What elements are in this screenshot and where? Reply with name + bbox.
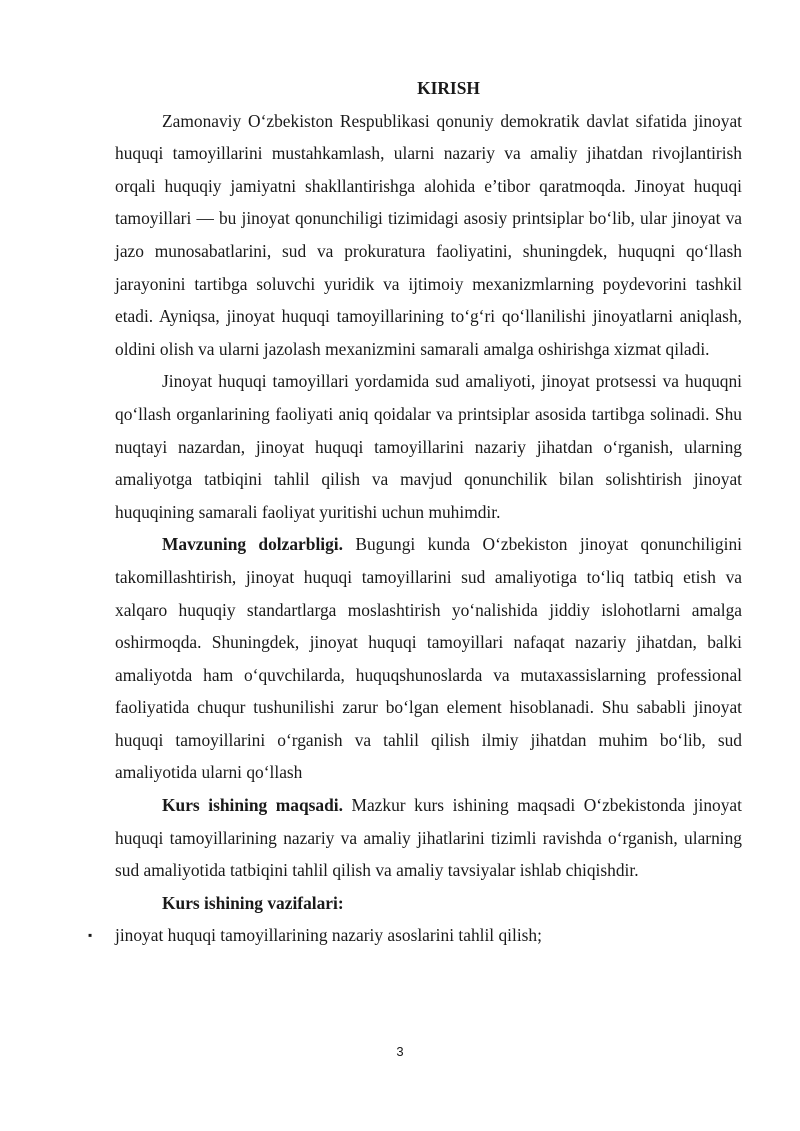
intro-paragraph-1: Zamonaviy O‘zbekiston Respublikasi qonuniy demokratik davlat sifatida jinoyat huquqi tamoyillarini mustahkamlash, ularni nazariy va amaliy jihatdan rivojlantirish orqali huquqiy jamiyatni shakllantirishga alohida e’tibor qaratmoqda. Jinoyat huquqi tamoyillari — bu jinoyat qonunchiligi tizimidagi asosiy printsiplar bo‘lib, ular jinoyat va jazo munosabatlarini, sud va prokuratura faoliyatini, shuningdek, huquqni qo‘llash jarayonini tartibga soluvchi yuridik va ijtimoiy mexanizmlarning poydevorini tashkil etadi. Ayniqsa, jinoyat huquqi tamoyillarining to‘g‘ri qo‘llanilishi jinoyatlarni aniqlash, oldini olish va ularni jazolash mexanizmini samarali amalga oshirishga xizmat qiladi.: [115, 110, 742, 359]
goal-lead: Kurs ishining maqsadi.: [162, 795, 343, 816]
relevance-paragraph: [115, 528, 742, 789]
page-content: [88, 72, 742, 952]
goal-body: Mazkur kurs ishining maqsadi O‘zbekistonda jinoyat huquqi tamoyillarining nazariy va amaliy jihatlarini tizimli ravishda o‘rganish, ularning sud amaliyotida tatbiqini tahlil qilish va amaliy tavsiyalar ishlab chiqishdir.: [115, 795, 742, 881]
tasks-list: [88, 919, 742, 952]
intro-paragraph-2: Jinoyat huquqi tamoyillari yordamida sud amaliyoti, jinoyat protsessi va huquqni qo‘llash organlarining faoliyati aniq qoidalar va printsiplar asosida tartibga solinadi. Shu nuqtayi nazardan, jinoyat huquqi tamoyillarini nazariy jihatdan o‘rganish, ularning amaliyotga tatbiqini tahlil qilish va mavjud qonunchilik bilan solishtirish jinoyat huquqining samarali faoliyat yuritishi uchun muhimdir.: [115, 371, 742, 522]
tasks-heading: Kurs ishining vazifalari:: [162, 892, 344, 913]
relevance-body: Bugungi kunda O‘zbekiston jinoyat qonunchiligini takomillashtirish, jinoyat huquqi tamoyillarini sud amaliyotiga to‘liq tatbiq etish va xalqaro huquqiy standartlarga moslashtirish yo‘nalishida jiddiy islohotlarni amalga oshirmoqda. Shuningdek, jinoyat huquqi tamoyillari nafaqat nazariy jihatdan, balki amaliyotda ham o‘quvchilarda, huquqshunoslarda va mutaxassislarning professional faoliyatida chuqur tushunilishi zarur bo‘lgan element hisoblanadi. Shu sababli jinoyat huquqi tamoyillarini o‘rganish va tahlil qilish ilmiy jihatdan muhim bo‘lib, sud amaliyotida ularni qo‘llash: [115, 534, 742, 783]
task-text: jinoyat huquqi tamoyillarining nazariy asoslarini tahlil qilish;: [115, 925, 542, 946]
page-title: KIRISH: [417, 78, 480, 98]
relevance-lead: Mavzuning dolzarbligi.: [162, 534, 343, 555]
page-number: 3: [396, 1044, 404, 1059]
goal-paragraph: [115, 789, 742, 887]
list-item: [88, 919, 742, 952]
bullet-icon: ▪: [88, 928, 93, 943]
